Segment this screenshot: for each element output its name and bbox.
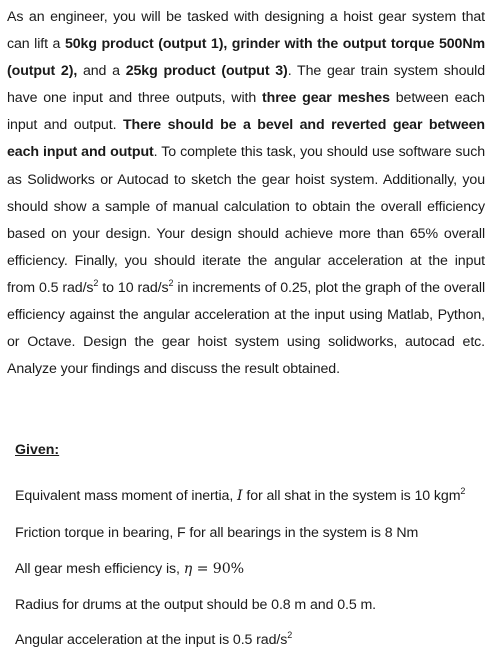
inertia-symbol: I	[237, 488, 243, 504]
given-inertia-label: Equivalent mass moment of inertia,	[15, 488, 238, 504]
problem-bold-1: 50kg product (output 1), grinder with the output torque 500Nm (output 2),	[7, 36, 485, 80]
problem-text-2: and a	[77, 63, 126, 80]
problem-text-4: between each input and output.	[7, 90, 485, 134]
given-acceleration	[15, 632, 292, 648]
given-friction: Friction torque in bearing, F for all bearings in the system is 8 Nm	[15, 525, 419, 541]
eta-symbol: η	[183, 561, 193, 577]
given-efficiency	[15, 561, 244, 577]
problem-text-5: . To complete this task, you should use software such as Solidworks or Autocad to sketch the gear hoist system. Additionally, you should show a sample of manual calculation to obtain the overall efficiency based on your design. Your design should achieve more than 65% overall efficiency. Finally, you should iterate the angular acceleration at the input from 0.5 rad/s	[7, 144, 485, 296]
problem-text-6: to 10 rad/s	[98, 279, 169, 296]
problem-bold-2: 25kg product (output 3)	[125, 63, 288, 80]
superscript: 2	[287, 630, 293, 640]
problem-statement	[7, 4, 485, 383]
problem-bold-3: three gear meshes	[262, 90, 390, 107]
superscript: 2	[93, 277, 99, 288]
given-efficiency-value: = 90%	[192, 561, 244, 577]
problem-bold-4: There should be a bevel and reverted gear between each input and output	[7, 117, 485, 161]
given-heading: Given:	[15, 442, 60, 458]
problem-text-7: in increments of 0.25, plot the graph of the overall efficiency against the angular acceleration at the input using Matlab, Python, or Octave. Design the gear hoist system using solidworks, autocad etc. Analyze your findings and discuss the result obtained.	[7, 279, 485, 378]
given-inertia	[15, 488, 465, 504]
given-efficiency-label: All gear mesh efficiency is,	[15, 561, 184, 577]
given-acceleration-text: Angular acceleration at the input is 0.5 rad/s	[15, 632, 288, 648]
superscript: 2	[460, 486, 466, 496]
superscript: 2	[168, 277, 174, 288]
given-inertia-value: for all shat in the system is 10 kgm	[242, 488, 461, 504]
problem-text-1: As an engineer, you will be tasked with designing a hoist gear system that can lift a	[7, 9, 485, 53]
problem-text-3: . The gear train system should have one input and three outputs, with	[7, 63, 485, 107]
given-drum-radius: Radius for drums at the output should be 0.8 m and 0.5 m.	[15, 597, 377, 613]
